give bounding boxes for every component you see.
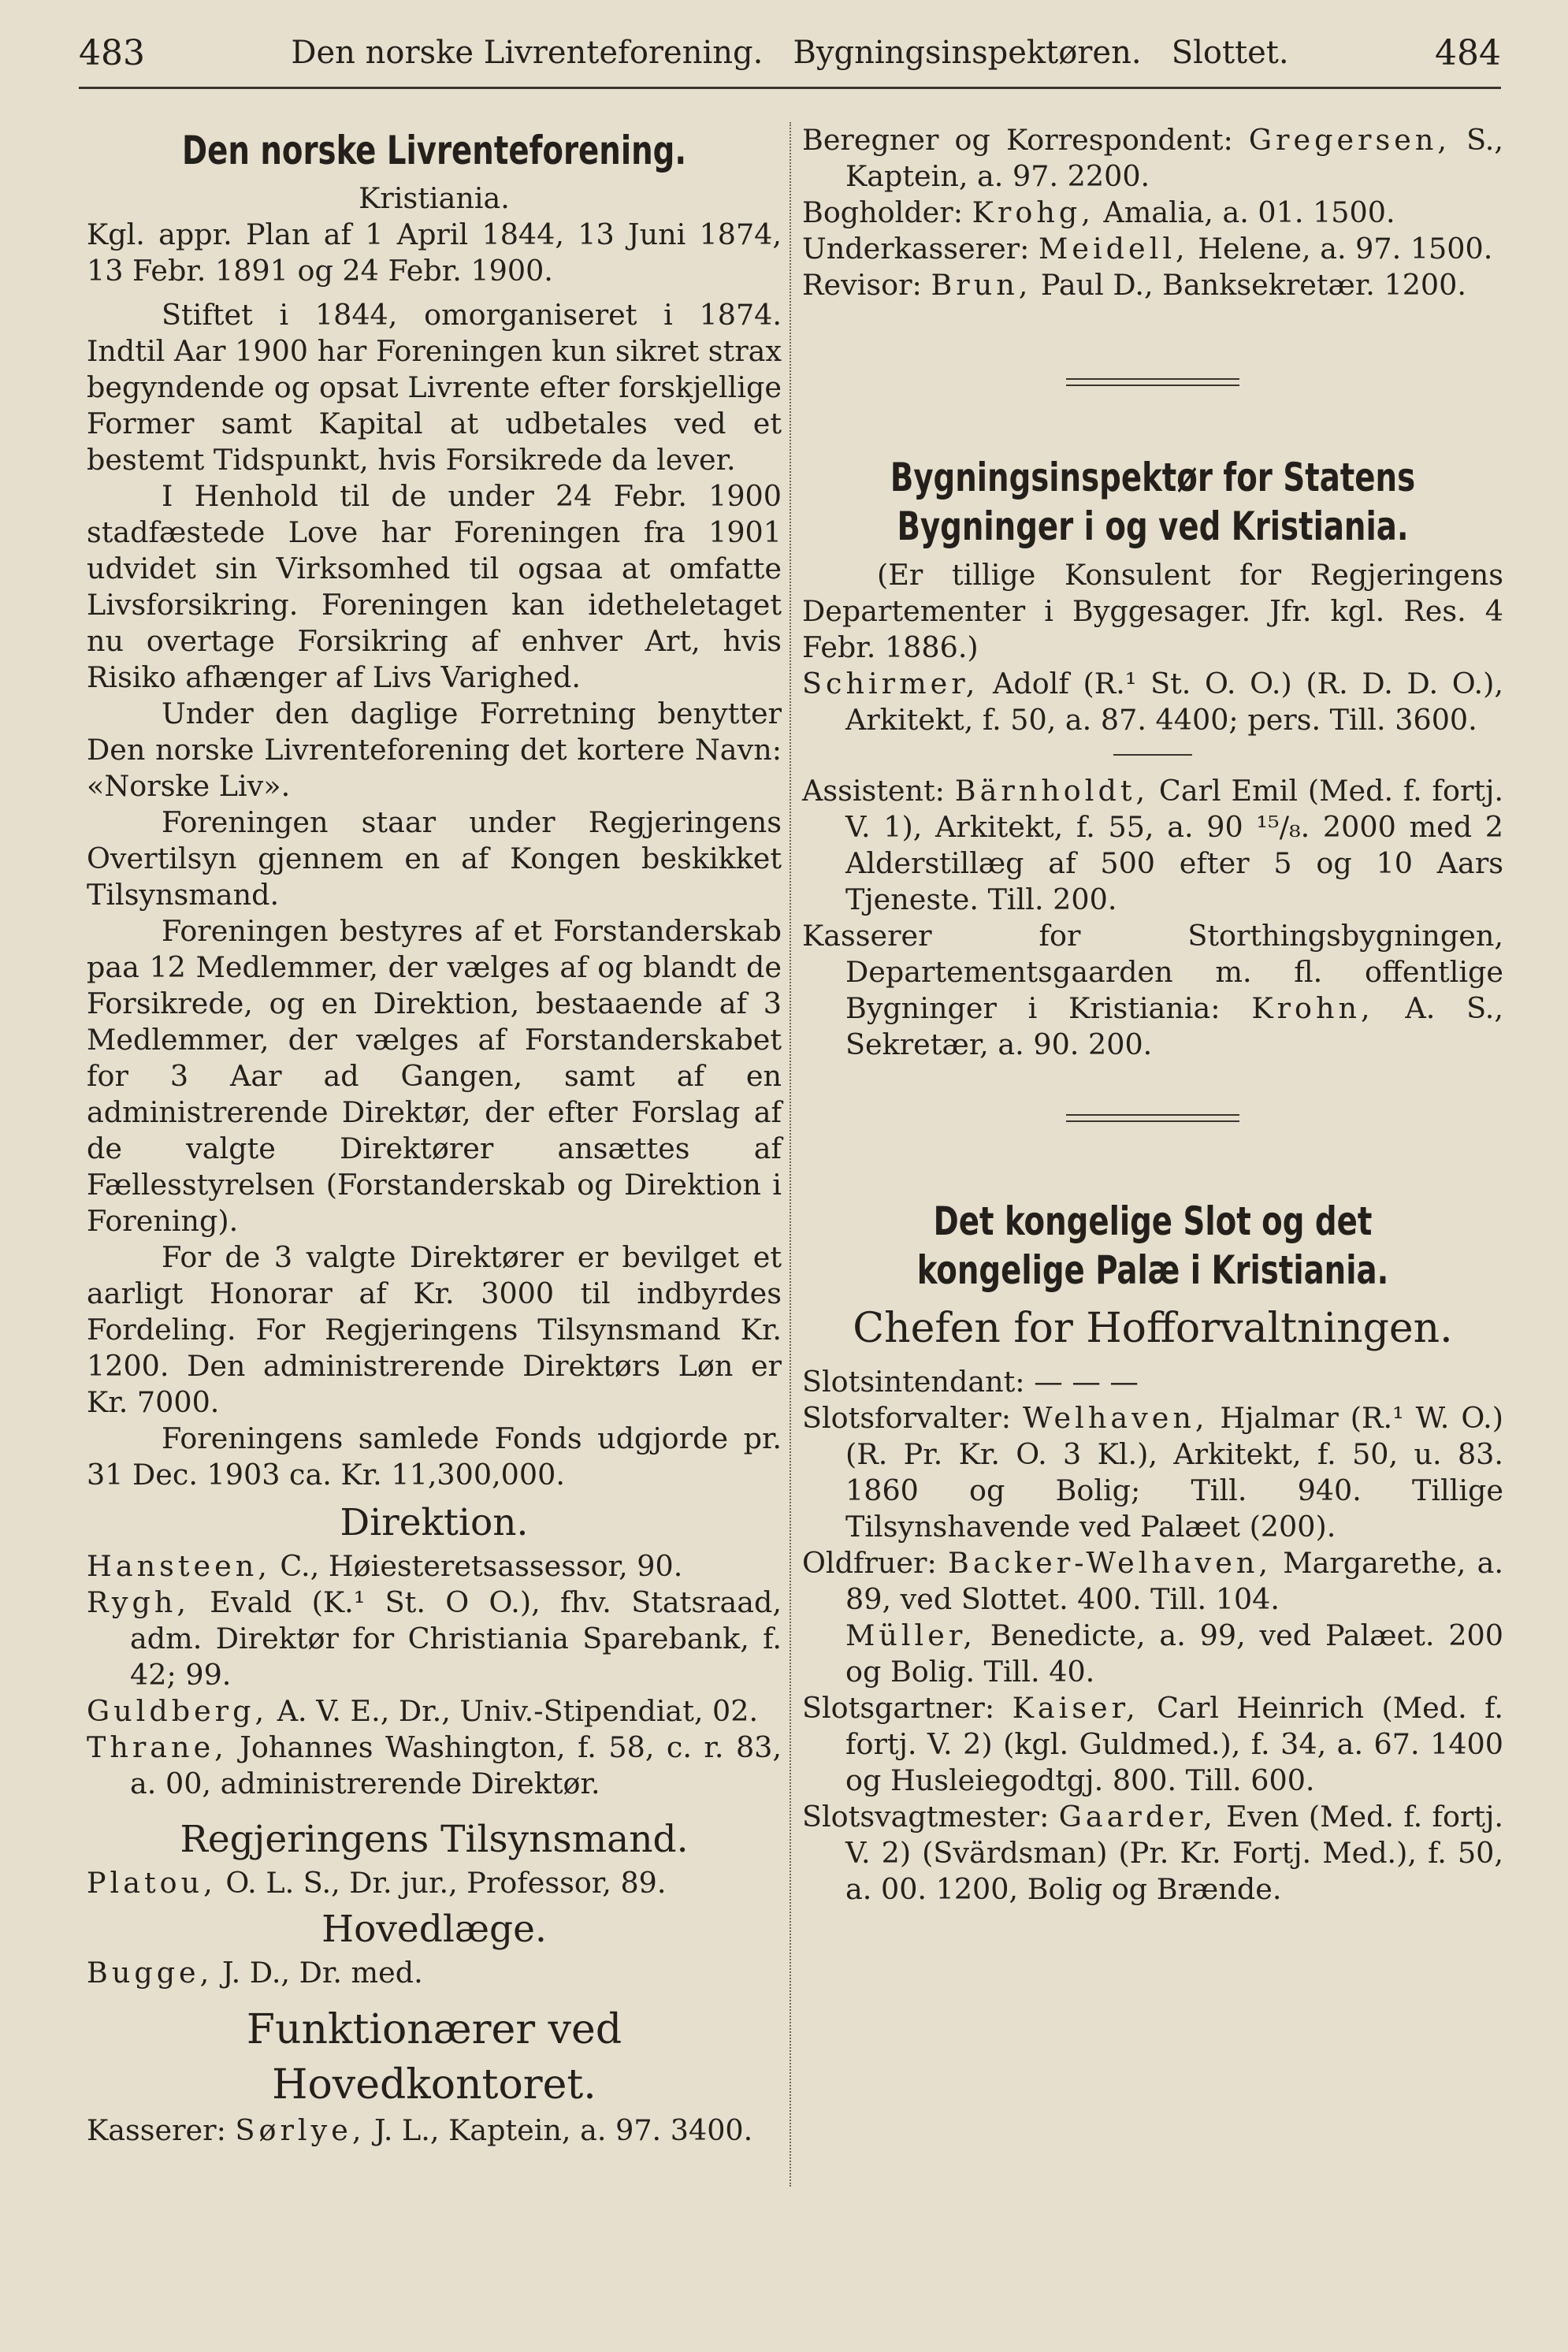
- staff-label: Revisor:: [802, 268, 931, 302]
- slot-details: Hjalmar (R.¹ W. O.) (R. Pr. Kr. O. 3 Kl.), Arkitekt, f. 50, u. 83. 1860 og Bolig; Till. 940. Tillige Tilsynshavende ved Palæet (200).: [845, 1401, 1503, 1544]
- director-details: C., Høiesteretsassessor, 90.: [270, 1549, 683, 1583]
- paragraph-statutes: I Henhold til de under 24 Febr. 1900 stadfæstede Love har Foreningen fra 1901 udvidet sin Virksomhed til ogsaa at omfatte Livsforsikring. Foreningen kan idetheletaget nu overtage Forsikring af enhver Art, hvis Risiko afhænger af Livs Varighed.: [87, 479, 782, 694]
- slot-name: Gaarder,: [1058, 1800, 1217, 1834]
- tilsynsmand-entry: [87, 1865, 782, 1901]
- staff-entry: [802, 195, 1503, 231]
- staff-label: Bogholder:: [802, 195, 972, 229]
- hovedlaege-details: J. D., Dr. med.: [213, 1956, 423, 1990]
- double-rule: [1066, 378, 1239, 386]
- slot-entry: [802, 1364, 1503, 1400]
- hovedlaege-name: Bugge,: [87, 1956, 214, 1990]
- staff-name: Meidell,: [1039, 232, 1189, 266]
- director-name: Thrane,: [87, 1730, 228, 1764]
- cashier-name: Krohn,: [1251, 991, 1374, 1025]
- paragraph-plan: Kgl. appr. Plan af 1 April 1844, 13 Juni 1874, 13 Febr. 1891 og 24 Febr. 1900.: [87, 217, 782, 288]
- cashier-details: A. S., Sekretær, a. 90. 200.: [845, 991, 1503, 1061]
- assistant-name: Bärnholdt,: [954, 774, 1150, 808]
- direktion-heading: Direktion.: [340, 1501, 529, 1544]
- tilsynsmand-heading: Regjeringens Tilsynsmand.: [180, 1818, 689, 1861]
- hofforvaltning-heading: Chefen for Hofforvaltningen.: [853, 1305, 1453, 1352]
- left-column: [87, 122, 782, 2149]
- slot-details: Margarethe, a. 89, ved Slottet. 400. Till. 104.: [845, 1546, 1503, 1616]
- inspector-details: Adolf (R.¹ St. O. O.) (R. D. D. O.), Arkitekt, f. 50, a. 87. 4400; pers. Till. 3600.: [845, 667, 1503, 737]
- paragraph-name: Under den daglige Forretning benytter Den norske Livrenteforening det kortere Navn: «Norske Liv».: [87, 697, 782, 803]
- staff-name: Gregersen,: [1248, 123, 1451, 157]
- single-rule: [1113, 754, 1192, 756]
- slot-name: Backer-Welhaven,: [948, 1546, 1272, 1580]
- kasserer-name: Sørlye,: [235, 2113, 366, 2147]
- staff-details: Helene, a. 97. 1500.: [1188, 232, 1493, 266]
- staff-details: S., Kaptein, a. 97. 2200.: [845, 123, 1503, 193]
- paragraph-founded: Stiftet i 1844, omorganiseret i 1874. Indtil Aar 1900 har Foreningen kun sikret strax begyndende og opsat Livrente efter forskjellige Former samt Kapital at udbetales ved et bestemt Tidspunkt, hvis Forsikrede da lever.: [87, 298, 782, 477]
- slot-label: Slotsforvalter:: [802, 1401, 1024, 1435]
- slot-entry: [802, 1618, 1503, 1690]
- city-line: Kristiania.: [359, 181, 510, 215]
- slot-label: Slotsgartner:: [802, 1691, 1013, 1725]
- inspector-entry: [802, 666, 1503, 738]
- hovedlaege-heading: Hovedlæge.: [321, 1908, 547, 1951]
- paragraph-governance: Foreningen bestyres af et Forstanderskab paa 12 Medlemmer, der vælges af og blandt de Forsikrede, og en Direktion, bestaaende af 3 Medlemmer, der vælges af Forstanderskabet for 3 Aar ad Gangen, samt af en administrerende Direktør, der efter Forslag af de valgte Direktører ansættes af Fællesstyrelsen (Forstanderskab og Direktion i Forening).: [87, 914, 782, 1238]
- slot-details: Benedicte, a. 99, ved Palæet. 200 og Bolig. Till. 40.: [845, 1618, 1503, 1689]
- tilsynsmand-name: Platou,: [87, 1866, 217, 1900]
- slot-entry: [802, 1799, 1503, 1908]
- double-rule: [1066, 1114, 1239, 1122]
- page-number-right: 484: [1435, 32, 1501, 73]
- running-header: [79, 30, 1501, 76]
- cashier-entry: [802, 918, 1503, 1063]
- director-details: Evald (K.¹ St. O O.), fhv. Statsraad, adm. Direktør for Christiania Sparebank, f. 42; 99.: [130, 1585, 782, 1692]
- slot-details: Carl Heinrich (Med. f. fortj. V. 2) (kgl. Guldmed.), f. 34, a. 67. 1400 og Husleiegodtgj. 800. Till. 600.: [845, 1691, 1503, 1797]
- director-entry: [87, 1548, 782, 1585]
- slot-name: Kaiser,: [1012, 1691, 1139, 1725]
- running-title: Den norske Livrenteforening. Bygningsinspektøren. Slottet.: [291, 35, 1289, 71]
- director-name: Guldberg,: [87, 1694, 269, 1728]
- director-details: A. V. E., Dr., Univ.-Stipendiat, 02.: [268, 1694, 759, 1728]
- slot-label: Slotsintendant:: [802, 1365, 1035, 1399]
- staff-name: Brun,: [931, 268, 1032, 302]
- slot-entry: [802, 1690, 1503, 1799]
- slot-label: Oldfruer:: [802, 1546, 949, 1580]
- staff-entry: [802, 122, 1503, 195]
- director-entry: [87, 1730, 782, 1802]
- kasserer-entry: [87, 2112, 782, 2149]
- slot-details: — — —: [1034, 1365, 1139, 1399]
- director-name: Rygh,: [87, 1585, 190, 1619]
- slot-name: Müller,: [845, 1618, 976, 1652]
- right-column: [802, 122, 1503, 1908]
- section-heading-bygningsinspektor: Bygningsinspektør for Statens Bygninger i og ved Kristiania.: [890, 455, 1416, 549]
- funktionaerer-heading: Funktionærer ved Hovedkontoret.: [246, 2006, 622, 2109]
- hovedlaege-entry: [87, 1955, 782, 1991]
- staff-name: Krohg,: [972, 195, 1094, 229]
- page-number-left: 483: [79, 32, 145, 73]
- assistant-entry: [802, 773, 1503, 918]
- bygningsinspektor-note: (Er tillige Konsulent for Regjeringens Departementer i Byggesager. Jfr. kgl. Res. 4 Febr. 1886.): [802, 558, 1503, 664]
- staff-details: Paul D., Banksekretær. 1200.: [1031, 268, 1466, 302]
- director-details: Johannes Washington, f. 58, c. r. 83, a. 00, administrerende Direktør.: [130, 1730, 782, 1800]
- assistant-details: Carl Emil (Med. f. fortj. V. 1), Arkitekt, f. 55, a. 90 ¹⁵/₈. 2000 med 2 Alderstillæg af 500 efter 5 og 10 Aars Tjeneste. Till. 200.: [845, 774, 1503, 916]
- header-rule: [79, 87, 1501, 89]
- assistant-label: Assistent:: [802, 774, 955, 808]
- paragraph-supervision: Foreningen staar under Regjeringens Overtilsyn gjennem en af Kongen beskikket Tilsynsmand.: [87, 805, 782, 912]
- director-name: Hansteen,: [87, 1549, 271, 1583]
- column-divider: [790, 122, 791, 2187]
- section-heading-slot: Det kongelige Slot og det kongelige Palæ i Kristiania.: [916, 1198, 1389, 1293]
- cashier-label: Kasserer for Storthingsbygningen, Departementsgaarden m. fl. offentlige Bygninger i Kristiania:: [802, 919, 1503, 1025]
- slot-label: Slotsvagtmester:: [802, 1800, 1059, 1834]
- director-entry: [87, 1585, 782, 1693]
- slot-details: Even (Med. f. fortj. V. 2) (Svärdsman) (Pr. Kr. Fortj. Med.), f. 50, a. 00. 1200, Bolig og Brænde.: [845, 1800, 1503, 1906]
- staff-entry: [802, 231, 1503, 267]
- paragraph-honorarium: For de 3 valgte Direktører er bevilget et aarligt Honorar af Kr. 3000 til indbyrdes Fordeling. For Regjeringens Tilsynsmand Kr. 1200. Den administrerende Direktørs Løn er Kr. 7000.: [87, 1240, 782, 1419]
- section-heading-livrente: Den norske Livrenteforening.: [181, 128, 687, 173]
- inspector-name: Schirmer,: [802, 667, 979, 700]
- director-entry: [87, 1693, 782, 1730]
- staff-label: Underkasserer:: [802, 232, 1039, 266]
- slot-name: Welhaven,: [1023, 1401, 1209, 1435]
- slot-entry: [802, 1400, 1503, 1545]
- staff-label: Beregner og Korrespondent:: [802, 123, 1249, 157]
- kasserer-label: Kasserer:: [87, 2113, 236, 2147]
- paragraph-funds: Foreningens samlede Fonds udgjorde pr. 31 Dec. 1903 ca. Kr. 11,300,000.: [87, 1421, 782, 1492]
- staff-entry: [802, 267, 1503, 303]
- tilsynsmand-details: O. L. S., Dr. jur., Professor, 89.: [216, 1866, 667, 1900]
- slot-entry: [802, 1545, 1503, 1618]
- staff-details: Amalia, a. 01. 1500.: [1094, 195, 1395, 229]
- kasserer-details: J. L., Kaptein, a. 97. 3400.: [365, 2113, 753, 2147]
